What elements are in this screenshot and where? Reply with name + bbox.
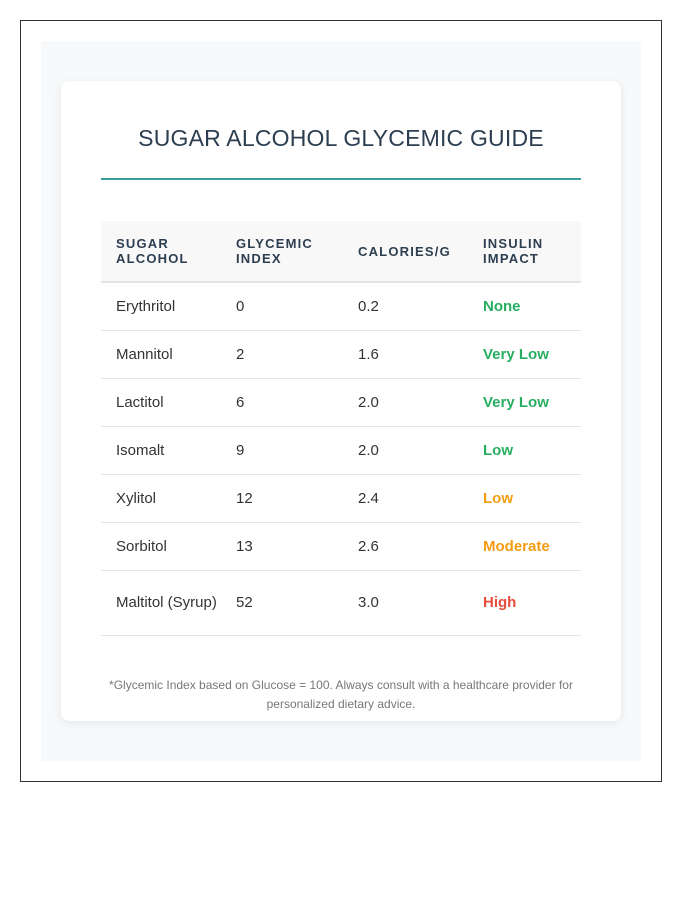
- cell-calories: 1.6: [343, 330, 468, 378]
- cell-calories: 2.0: [343, 426, 468, 474]
- cell-glycemic-index: 6: [221, 378, 343, 426]
- table-row: [101, 522, 581, 570]
- table-row: [101, 474, 581, 522]
- cell-glycemic-index: 2: [221, 330, 343, 378]
- cell-name: Isomalt: [101, 426, 221, 474]
- table-row: [101, 330, 581, 378]
- table-row: [101, 426, 581, 474]
- cell-calories: 3.0: [343, 570, 468, 635]
- cell-insulin-impact: Very Low: [468, 330, 581, 378]
- cell-glycemic-index: 9: [221, 426, 343, 474]
- cell-insulin-impact: High: [468, 570, 581, 635]
- cell-calories: 2.6: [343, 522, 468, 570]
- cell-insulin-impact: Moderate: [468, 522, 581, 570]
- cell-name: Xylitol: [101, 474, 221, 522]
- header-calories: CALORIES/G: [343, 221, 468, 282]
- cell-calories: 2.0: [343, 378, 468, 426]
- header-glycemic-index: GLYCEMIC INDEX: [221, 221, 343, 282]
- cell-glycemic-index: 52: [221, 570, 343, 635]
- cell-glycemic-index: 12: [221, 474, 343, 522]
- cell-glycemic-index: 0: [221, 282, 343, 330]
- page-title: SUGAR ALCOHOL GLYCEMIC GUIDE: [138, 125, 544, 151]
- guide-card: [61, 81, 621, 721]
- footnote: *Glycemic Index based on Glucose = 100. Always consult with a healthcare provider for personalized dietary advice.: [109, 678, 573, 711]
- cell-name: Erythritol: [101, 282, 221, 330]
- cell-calories: 2.4: [343, 474, 468, 522]
- page-frame: [20, 20, 662, 782]
- cell-name: Lactitol: [101, 378, 221, 426]
- cell-insulin-impact: Low: [468, 474, 581, 522]
- cell-insulin-impact: Low: [468, 426, 581, 474]
- cell-insulin-impact: None: [468, 282, 581, 330]
- cell-name: Mannitol: [101, 330, 221, 378]
- table-row: [101, 570, 581, 635]
- title-divider: [101, 178, 581, 180]
- cell-glycemic-index: 13: [221, 522, 343, 570]
- page-background: [41, 41, 641, 761]
- table-row: [101, 282, 581, 330]
- header-sugar-alcohol: SUGAR ALCOHOL: [101, 221, 221, 282]
- cell-calories: 0.2: [343, 282, 468, 330]
- cell-insulin-impact: Very Low: [468, 378, 581, 426]
- cell-name: Sorbitol: [101, 522, 221, 570]
- table-row: [101, 378, 581, 426]
- header-insulin-impact: INSULIN IMPACT: [468, 221, 581, 282]
- glycemic-table: [101, 221, 581, 636]
- cell-name: Maltitol (Syrup): [101, 570, 221, 635]
- table-header-row: [101, 221, 581, 282]
